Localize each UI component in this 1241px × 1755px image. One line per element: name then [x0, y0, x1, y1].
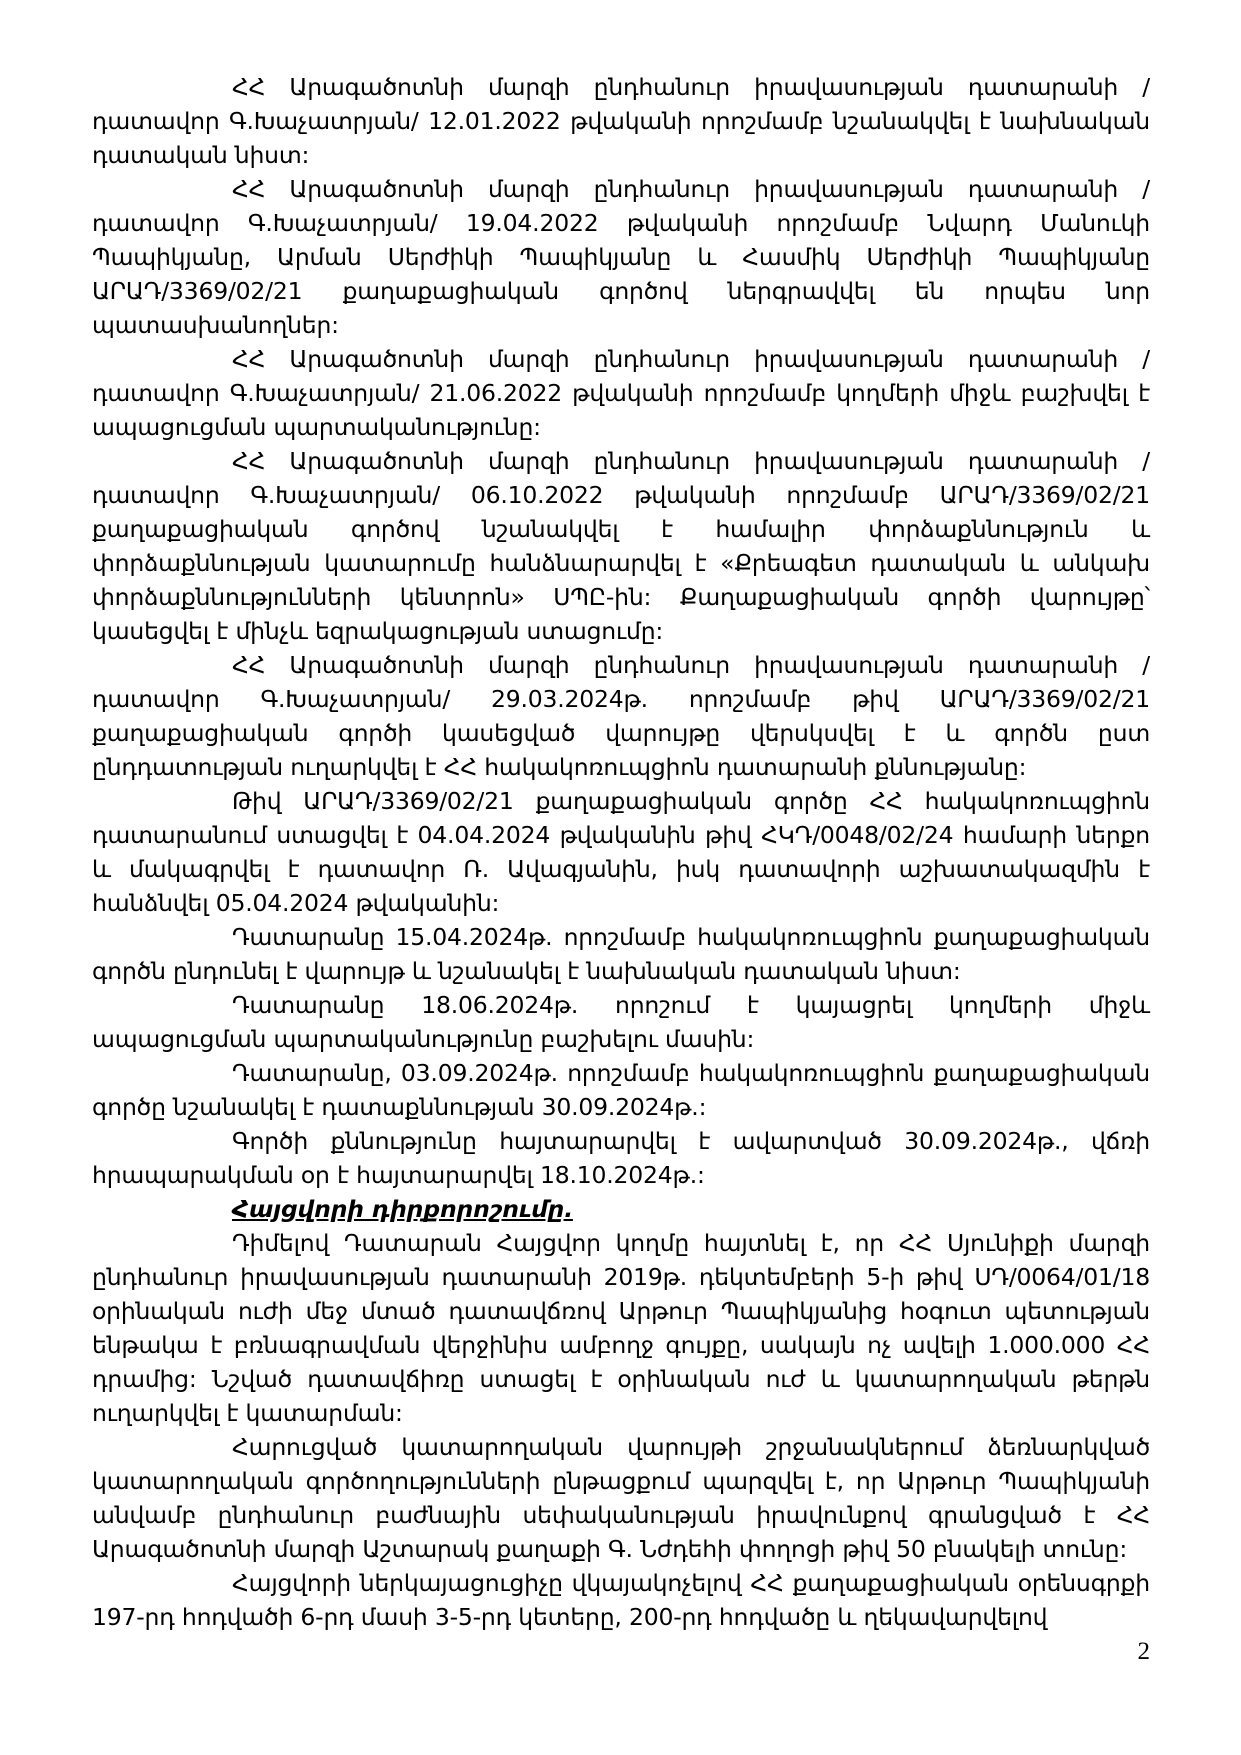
section-heading: Հայցվորի դիրքորոշումը.	[232, 1195, 573, 1223]
body-paragraph: ՀՀ Արագածոտնի մարզի ընդհանուր իրավասության դատարանի /դատավոր Գ.Խաչատրյան/ 21.06.2022 թվականի որոշմամբ կողմերի միջև բաշխվել է ապացուցման պարտականությունը:	[92, 345, 1150, 441]
body-paragraph: Դատարանը 18.06.2024թ. որոշում է կայացրել կողմերի միջև ապացուցման պարտականությունը բաշխելու մասին:	[92, 991, 1150, 1053]
body-paragraph: Դատարանը 15.04.2024թ. որոշմամբ հակակոռուպցիոն քաղաքացիական գործն ընդունել է վարույթ և նշանակել է նախնական դատական նիստ:	[92, 923, 1150, 985]
body-paragraph: ՀՀ Արագածոտնի մարզի ընդհանուր իրավասության դատարանի /դատավոր Գ.Խաչատրյան/ 19.04.2022 թվականի որոշմամբ Նվարդ Մանուկի Պապիկյանը, Արման Սերժիկի Պապիկյանը և Հասմիկ Սերժիկի Պապիկյանը ԱՐԱԴ/3369/02/21 քաղաքացիական գործով ներգրավվել են որպես նոր պատասխանողներ:	[92, 175, 1150, 339]
body-paragraph: Թիվ ԱՐԱԴ/3369/02/21 քաղաքացիական գործը ՀՀ հակակոռուպցիոն դատարանում ստացվել է 04.04.2024 թվականին թիվ ՀԿԴ/0048/02/24 համարի ներքո և մակագրվել է դատավոր Ռ. Ավագյանին, իսկ դատավորի աշխատակազմին է հանձնվել 05.04.2024 թվականին:	[92, 787, 1150, 917]
body-paragraph: Գործի քննությունը հայտարարվել է ավարտված 30.09.2024թ., վճռի հրապարակման օր է հայտարարվել 18.10.2024թ.:	[92, 1127, 1150, 1189]
body-paragraph: ՀՀ Արագածոտնի մարզի ընդհանուր իրավասության դատարանի /դատավոր Գ.Խաչատրյան/ 29.03.2024թ. որոշմամբ թիվ ԱՐԱԴ/3369/02/21 քաղաքացիական գործի կասեցված վարույթը վերսկսվել է և գործն ըստ ընդդատության ուղարկվել է ՀՀ հակակոռուպցիոն դատարանի քննությանը:	[92, 651, 1150, 781]
body-paragraph: Դիմելով Դատարան Հայցվոր կողմը հայտնել է, որ ՀՀ Սյունիքի մարզի ընդհանուր իրավասության դատարանի 2019թ. դեկտեմբերի 5-ի թիվ ՍԴ/0064/01/18 օրինական ուժի մեջ մտած դատավճռով Արթուր Պապիկյանից հօգուտ պետության ենթակա է բռնագրավման վերջինիս ամբողջ գույքը, սակայն ոչ ավելի 1.000.000 ՀՀ դրամից: Նշված դատավճիռը ստացել է օրինական ուժ և կատարողական թերթն ուղարկվել է կատարման:	[92, 1229, 1150, 1427]
body-paragraph: Հայցվորի ներկայացուցիչը վկայակոչելով ՀՀ քաղաքացիական օրենսգրքի 197-րդ հոդվածի 6-րդ մասի 3-5-րդ կետերը, 200-րդ հոդվածը և ղեկավարվելով	[92, 1569, 1150, 1631]
document-body	[92, 70, 1150, 1634]
body-paragraph: Հարուցված կատարողական վարույթի շրջանակներում ձեռնարկված կատարողական գործողությունների ընթացքում պարզվել է, որ Արթուր Պապիկյանի անվամբ ընդհանուր բաժնային սեփականության իրավունքով գրանցված է ՀՀ Արագածոտնի մարզի Աշտարակ քաղաքի Գ. Նժդեհի փողոցի թիվ 50 բնակելի տունը:	[92, 1433, 1150, 1563]
body-paragraph: ՀՀ Արագածոտնի մարզի ընդհանուր իրավասության դատարանի /դատավոր Գ.Խաչատրյան/ 06.10.2022 թվականի որոշմամբ ԱՐԱԴ/3369/02/21 քաղաքացիական գործով նշանակվել է համալիր փորձաքննություն և փորձաքննության կատարումը հանձնարարվել է «Քրեագետ դատական և անկախ փորձաքննությունների կենտրոն» ՍՊԸ-ին: Քաղաքացիական գործի վարույթը՝ կասեցվել է մինչև եզրակացության ստացումը:	[92, 447, 1150, 645]
body-paragraph: ՀՀ Արագածոտնի մարզի ընդհանուր իրավասության դատարանի /դատավոր Գ.Խաչատրյան/ 12.01.2022 թվականի որոշմամբ նշանակվել է նախնական դատական նիստ:	[92, 73, 1150, 169]
body-paragraph: Դատարանը, 03.09.2024թ. որոշմամբ հակակոռուպցիոն քաղաքացիական գործը նշանակել է դատաքննության 30.09.2024թ.:	[92, 1059, 1150, 1121]
page-number: 2	[1137, 1638, 1150, 1665]
